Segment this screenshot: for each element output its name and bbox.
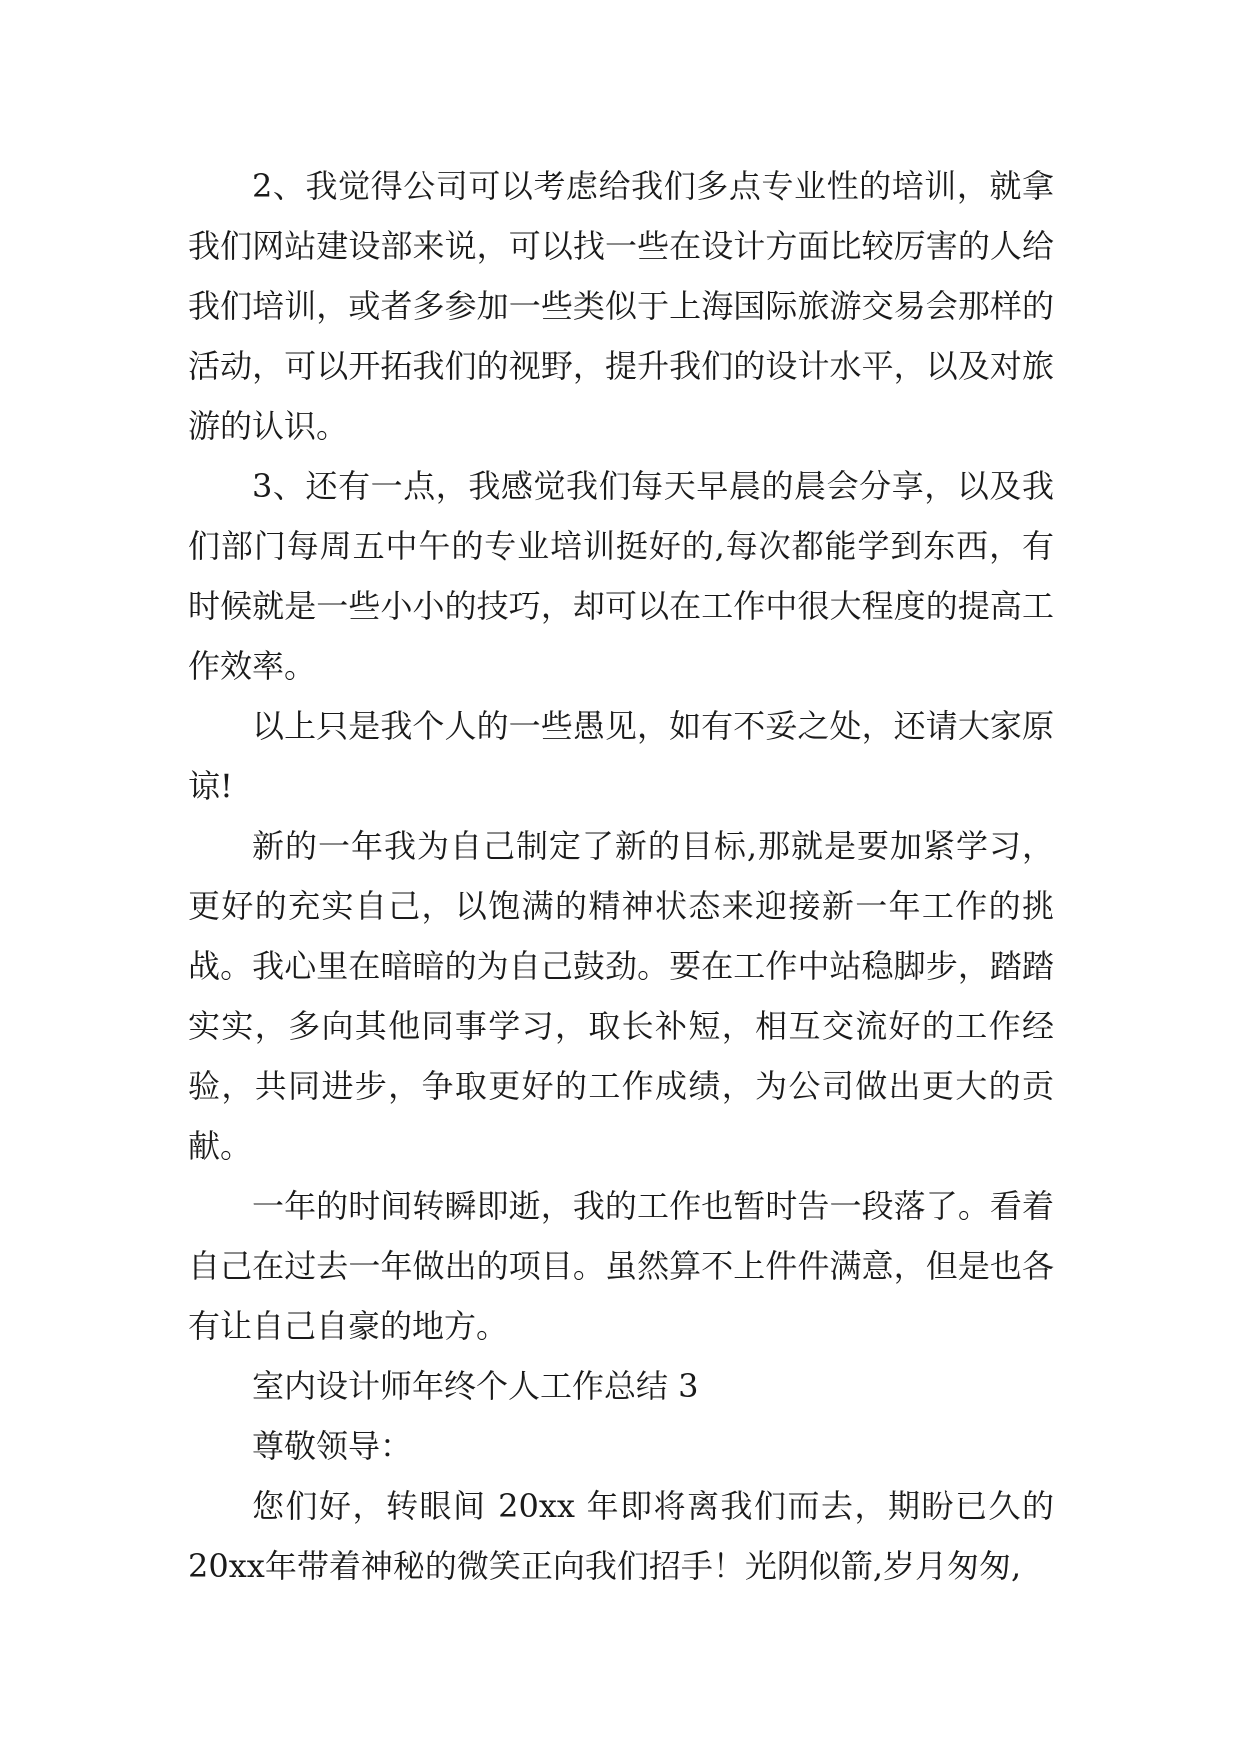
paragraph-morning-meeting: 3、还有一点，我感觉我们每天早晨的晨会分享，以及我们部门每周五中午的专业培训挺好的,每次都能学到东西，有时候就是一些小小的技巧，却可以在工作中很大程度的提高工作效率。 [188, 467, 1054, 685]
paragraph-training-suggestion: 2、我觉得公司可以考虑给我们多点专业性的培训，就拿我们网站建设部来说，可以找一些在设计方面比较厉害的人给我们培训，或者多参加一些类似于上海国际旅游交易会那样的活动，可以开拓我们的视野，提升我们的设计水平，以及对旅游的认识。 [188, 167, 1054, 445]
paragraph-year-review: 一年的时间转瞬即逝，我的工作也暂时告一段落了。看着自己在过去一年做出的项目。虽然算不上件件满意，但是也各有让自己自豪的地方。 [188, 1187, 1054, 1345]
paragraph-greeting: 您们好，转眼间 20xx 年即将离我们而去，期盼已久的20xx年带着神秘的微笑正向我们招手！光阴似箭,岁月匆匆, [188, 1487, 1054, 1585]
paragraph-new-year-goals: 新的一年我为自己制定了新的目标,那就是要加紧学习，更好的充实自己，以饱满的精神状态来迎接新一年工作的挑战。我心里在暗暗的为自己鼓劲。要在工作中站稳脚步，踏踏实实，多向其他同事学习，取长补短，相互交流好的工作经验，共同进步，争取更好的工作成绩，为公司做出更大的贡献。 [188, 827, 1054, 1165]
document-body [188, 156, 1054, 1596]
section-title: 室内设计师年终个人工作总结 3 [252, 1367, 699, 1405]
paragraph-humble-opinion: 以上只是我个人的一些愚见，如有不妥之处，还请大家原谅! [188, 707, 1054, 805]
salutation: 尊敬领导： [252, 1427, 413, 1465]
